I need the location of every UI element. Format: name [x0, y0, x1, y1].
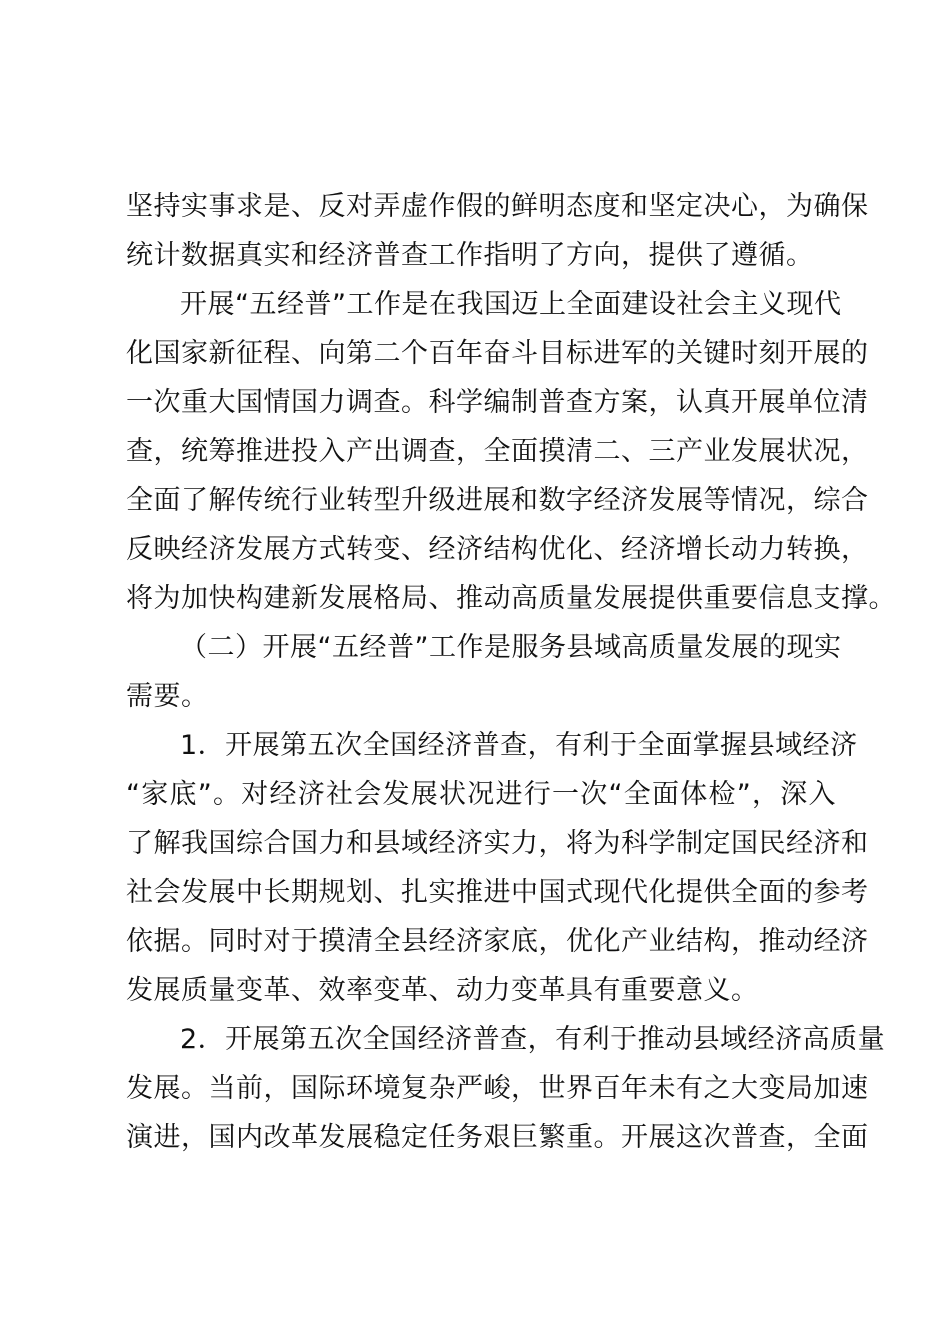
paragraph-line: 反映经济发展方式转变、经济结构优化、经济增长动力转换， — [126, 534, 869, 565]
paragraph-line: 统计数据真实和经济普查工作指明了方向，提供了遵循。 — [126, 240, 814, 271]
paragraph-line: 查，统筹推进投入产出调查，全面摸清二、三产业发展状况， — [126, 436, 869, 467]
paragraph-line: 化国家新征程、向第二个百年奋斗目标进军的关键时刻开展的 — [126, 338, 869, 369]
body-text — [126, 182, 896, 1162]
paragraph-line: 发展质量变革、效率变革、动力变革具有重要意义。 — [126, 975, 759, 1006]
paragraph-first-line: 2．开展第五次全国经济普查，有利于推动县域经济高质量 — [180, 1024, 886, 1055]
paragraph-line: 需要。 — [126, 681, 209, 712]
paragraph-line: 发展。当前，国际环境复杂严峻，世界百年未有之大变局加速 — [126, 1073, 869, 1104]
paragraph-line: 社会发展中长期规划、扎实推进中国式现代化提供全面的参考 — [126, 877, 869, 908]
paragraph-line: 全面了解传统行业转型升级进展和数字经济发展等情况，综合 — [126, 485, 869, 516]
paragraph-line: 演进，国内改革发展稳定任务艰巨繁重。开展这次普查，全面 — [126, 1122, 869, 1153]
paragraph-line: 一次重大国情国力调查。科学编制普查方案，认真开展单位清 — [126, 387, 869, 418]
paragraph-first-line: （二）开展“五经普”工作是服务县域高质量发展的现实 — [180, 632, 842, 663]
paragraph-line: 将为加快构建新发展格局、推动高质量发展提供重要信息支撑。 — [126, 583, 896, 614]
paragraph-line: “家底”。对经济社会发展状况进行一次“全面体检”，深入 — [126, 779, 836, 810]
paragraph-line: 了解我国综合国力和县域经济实力，将为科学制定国民经济和 — [126, 828, 869, 859]
paragraph-line: 坚持实事求是、反对弄虚作假的鲜明态度和坚定决心，为确保 — [126, 191, 869, 222]
paragraph-line: 依据。同时对于摸清全县经济家底，优化产业结构，推动经济 — [126, 926, 869, 957]
paragraph-first-line: 开展“五经普”工作是在我国迈上全面建设社会主义现代 — [180, 289, 842, 320]
paragraph-first-line: 1．开展第五次全国经济普查，有利于全面掌握县域经济 — [180, 730, 858, 761]
